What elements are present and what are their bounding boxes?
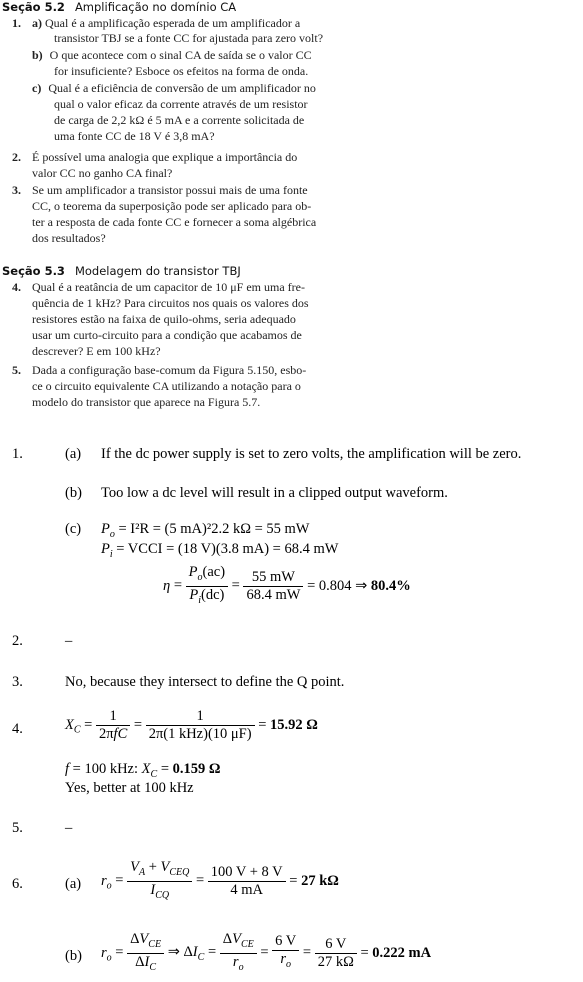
text-line: qual o valor eficaz da corrente através de um resistor: [54, 97, 308, 111]
subitem-label: b): [32, 48, 43, 62]
output-resistance-equation-b: $r_o$ = $\frac{\Delta V_{CE}}{\Delta I_C}$ ⇒ $\Delta I_C$ = $\frac{\Delta V_{CE}}{r_o}$ = $\frac{6 V}{r_o}$ = $\frac{6 V}{27 k\Omega}$ = 0.222 mA: [101, 931, 432, 973]
answer-subitem-label: (b): [65, 948, 82, 964]
text-line: modelo do transistor que aparece na Figura 5.7.: [32, 395, 261, 409]
question-3: [12, 183, 572, 247]
text-line: O que acontece com o sinal CA de saída se o valor CC: [49, 48, 312, 62]
answer-number: 4.: [12, 721, 23, 737]
text-line: É possível uma analogia que explique a importância do: [32, 150, 298, 164]
text-line: ce o circuito equivalente CA utilizando a notação para o: [32, 379, 301, 393]
answer-subitem-label: (c): [65, 521, 82, 537]
efficiency-equation: η = $\frac{P_o(ac)}{P_i(dc)}$ = $\frac{55 mW}{68.4 mW}$ = 0.804 ⇒ 80.4%: [163, 564, 411, 606]
text-line: valor CC no ganho CA final?: [32, 166, 173, 180]
question-number: 4.: [12, 280, 21, 294]
power-output-equation: $P_o = I^2R = (5$ mA)²2.2 kΩ = 55 mW: [101, 521, 310, 540]
question-1: [12, 16, 572, 143]
answer-subitem-label: (a): [65, 446, 82, 462]
question-2: [12, 150, 572, 182]
text-line: Se um amplificador a transistor possui mais de uma fonte: [32, 183, 308, 197]
text-line: ter a resposta de cada fonte CC e fornecer a soma algébrica: [32, 215, 317, 229]
answer-text: –: [65, 820, 73, 836]
text-line: resistores estão na faixa de quilo-ohms, seria adequado: [32, 312, 296, 326]
answer-text: No, because they intersect to define the Q point.: [65, 674, 345, 690]
answer-text: Yes, better at 100 kHz: [65, 780, 194, 796]
text-line: Qual é a amplificação esperada de um amplificador a: [45, 16, 301, 30]
answer-subitem-label: (a): [65, 876, 82, 892]
subitem-label: a): [32, 16, 42, 30]
text-line: uma fonte CC de 18 V é 3,8 mA?: [54, 129, 215, 143]
text-line: usar um curto-circuito para a condição que acabamos de: [32, 328, 302, 342]
answer-number: 3.: [12, 674, 23, 690]
text-line: Qual é a reatância de um capacitor de 10 μF em uma fre-: [32, 280, 305, 294]
question-number: 2.: [12, 150, 21, 164]
question-number: 3.: [12, 183, 21, 197]
text-line: for insuficiente? Esboce os efeitos na forma de onda.: [54, 64, 309, 78]
answer-text: Too low a dc level will result in a clipped output waveform.: [101, 485, 448, 501]
text-line: dos resultados?: [32, 231, 106, 245]
reactance-equation: $X_C$ = $\frac{1}{\text{2πfC}}$ = $\frac{1}{\text{2π(1 kHz)(10 μF)}}$ = 15.92 Ω: [65, 708, 318, 742]
text-line: Qual é a eficiência de conversão de um amplificador no: [48, 81, 316, 95]
question-4: [12, 280, 572, 360]
text-line: Dada a configuração base-comum da Figura 5.150, esbo-: [32, 363, 307, 377]
text-line: de carga de 2,2 kΩ é 5 mA e a corrente solicitada de: [54, 113, 305, 127]
text-line: descrever? E em 100 kHz?: [32, 344, 161, 358]
power-input-equation: $P_i$ = VCCI = (18 V)(3.8 mA) = 68.4 mW: [101, 541, 339, 560]
text-line: CC, o teorema da superposição pode ser aplicado para ob-: [32, 199, 312, 213]
reactance-100khz: f = 100 kHz: $X_C = 0.159$ Ω: [65, 761, 221, 780]
question-5: [12, 363, 572, 411]
section-5-3-heading: Seção 5.3 Modelagem do transistor TBJ: [2, 264, 241, 278]
text-line: transistor TBJ se a fonte CC for ajustada para zero volt?: [54, 31, 324, 45]
answer-number: 6.: [12, 876, 23, 892]
answer-text: If the dc power supply is set to zero volts, the amplification will be zero.: [101, 446, 522, 462]
answer-number: 1.: [12, 446, 23, 462]
output-resistance-equation-a: $r_o$ = $\frac{V_A + V_{CEQ}}{I_{CQ}}$ = $\frac{100 V + 8 V}{4 mA}$ = 27 kΩ: [101, 859, 339, 901]
question-number: 5.: [12, 363, 21, 377]
subitem-label: c): [32, 81, 42, 95]
section-5-2-heading: Seção 5.2 Amplificação no domínio CA: [2, 0, 237, 14]
answer-text: –: [65, 633, 73, 649]
answer-number: 5.: [12, 820, 23, 836]
text-line: quência de 1 kHz? Para circuitos nos quais os valores dos: [32, 296, 309, 310]
question-number: 1.: [12, 16, 21, 30]
answer-number: 2.: [12, 633, 23, 649]
answer-subitem-label: (b): [65, 485, 82, 501]
